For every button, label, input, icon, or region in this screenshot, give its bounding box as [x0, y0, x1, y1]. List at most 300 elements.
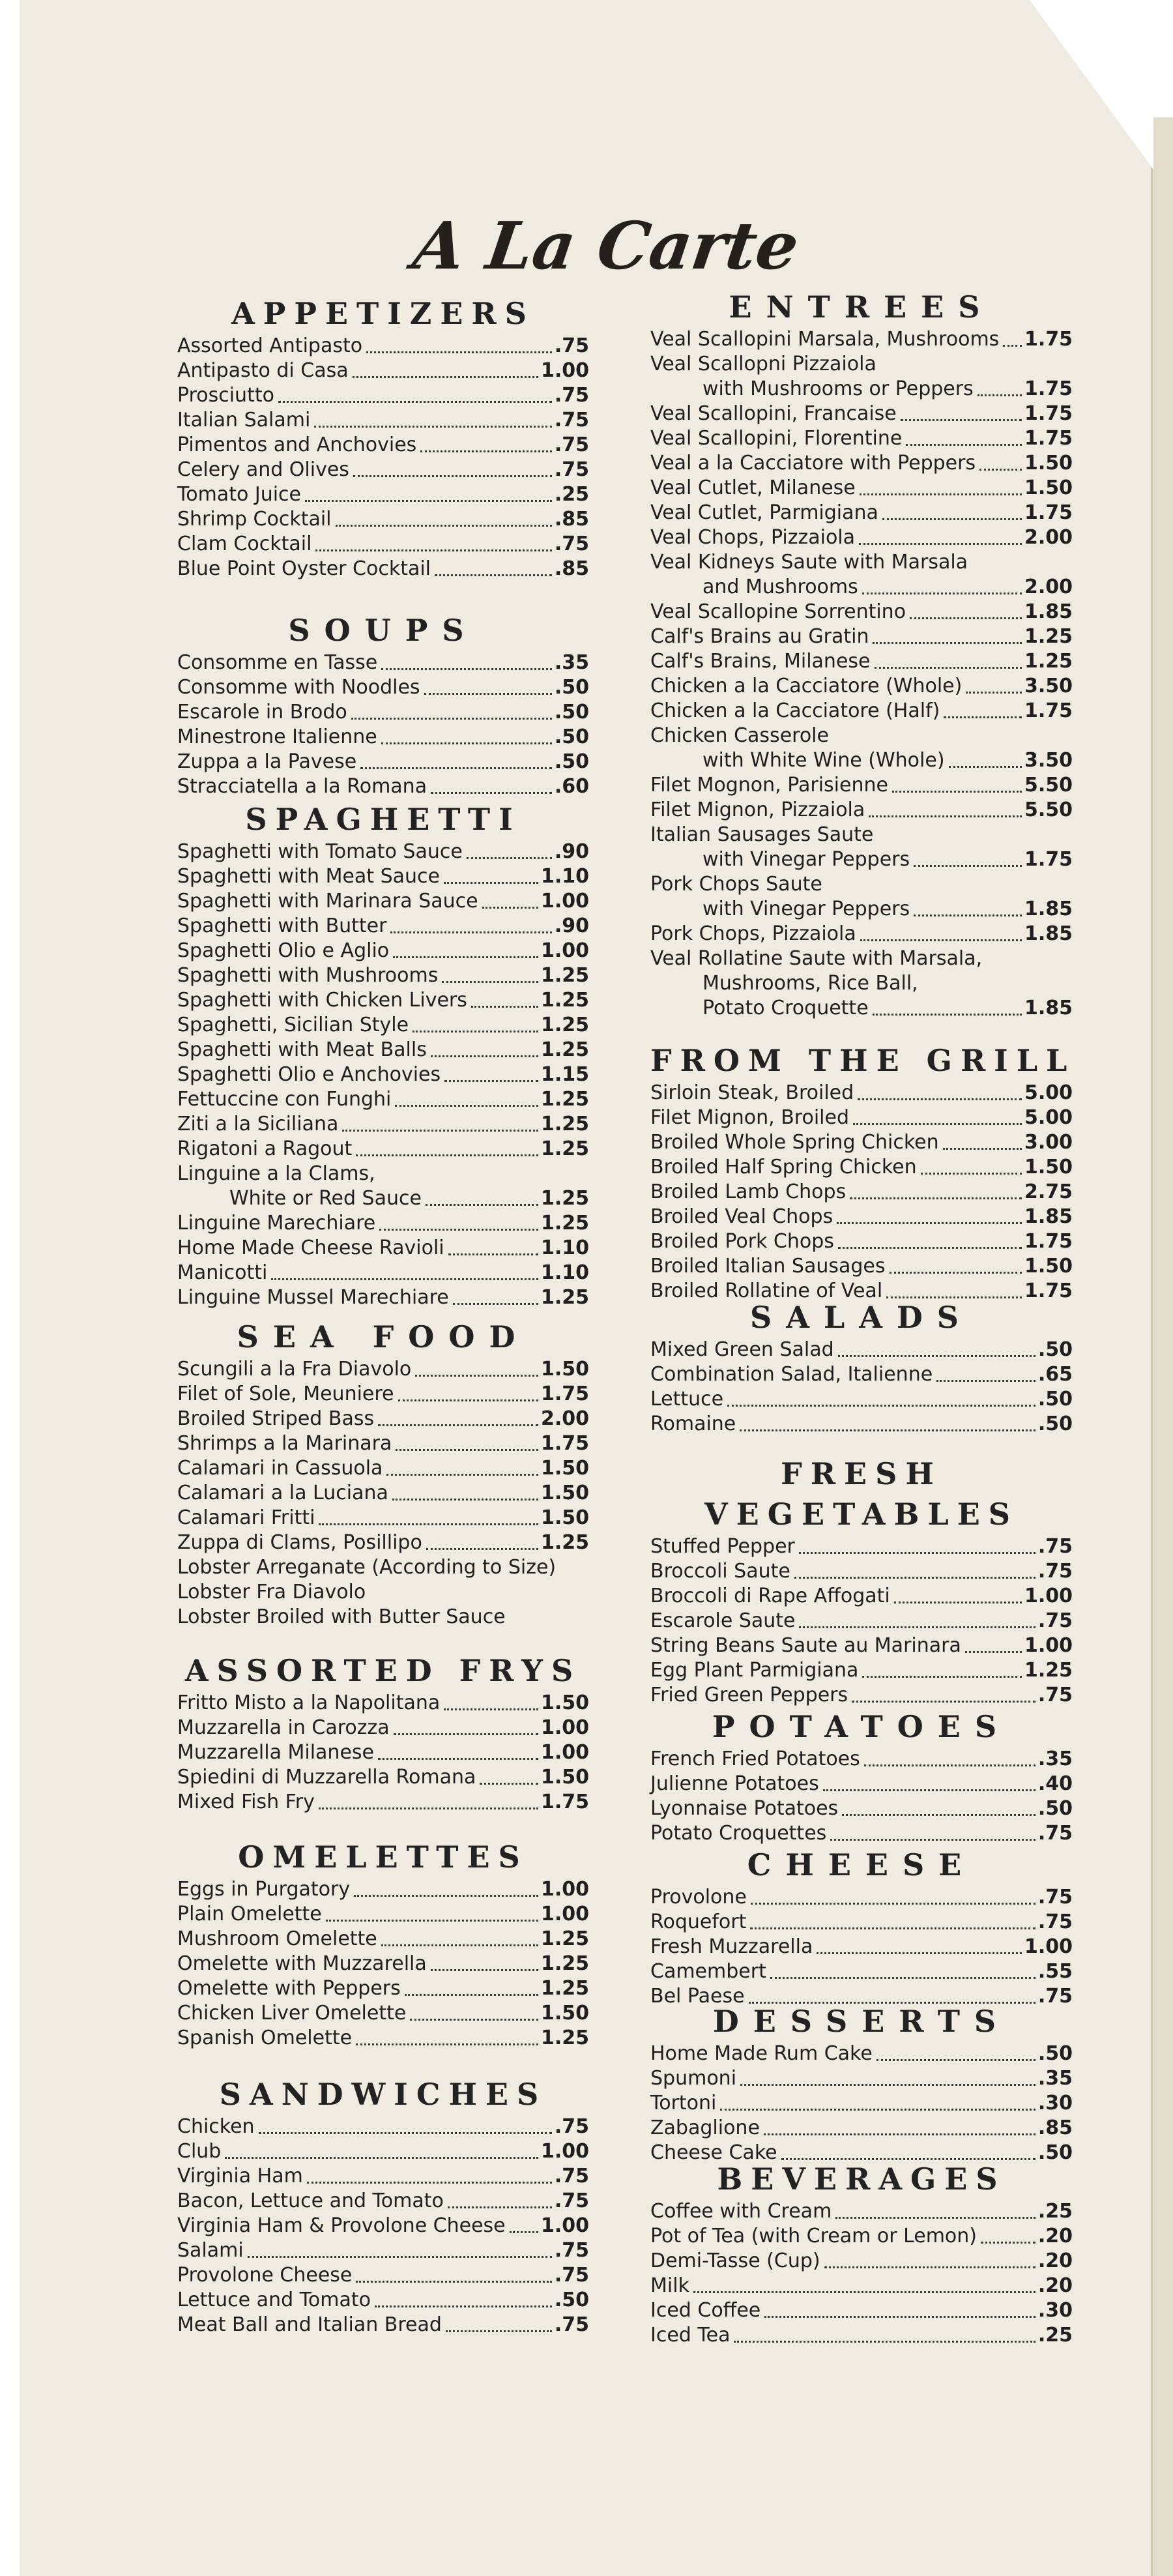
dot-leader [834, 1247, 1024, 1248]
menu-item [177, 1431, 589, 1456]
item-name: Broccoli di Rape Affogati [650, 1585, 890, 1607]
item-price: 1.10 [540, 1237, 589, 1259]
menu-item [177, 700, 589, 725]
section-heading: SANDWICHES [219, 2077, 547, 2112]
item-name: Spaghetti Olio e Anchovies [177, 1063, 441, 1086]
item-name: Scungili a la Fra Diavolo [177, 1358, 412, 1381]
item-price: .40 [1037, 1772, 1073, 1795]
item-price: .75 [1037, 1910, 1073, 1933]
dot-leader [878, 518, 1024, 519]
item-price: 1.25 [1024, 1659, 1073, 1682]
dot-leader [352, 2043, 541, 2044]
section-heading: CHEESE [747, 1847, 976, 1882]
dot-leader [940, 716, 1024, 717]
section-desserts [650, 2001, 1073, 2165]
dot-leader [856, 493, 1024, 494]
item-name: Veal Cutlet, Parmigiana [650, 501, 878, 524]
item-name: Broiled Pork Chops [650, 1230, 834, 1253]
dot-leader [860, 1764, 1038, 1765]
item-name: Mixed Fish Fry [177, 1791, 315, 1813]
menu-item [650, 2091, 1073, 2116]
menu-item [650, 1387, 1073, 1412]
dot-leader [961, 1651, 1024, 1652]
item-name: Veal Scallopini, Francaise [650, 402, 897, 425]
section-fresh-vegetables [650, 1454, 1073, 1708]
menu-item [650, 1559, 1073, 1584]
menu-item [177, 433, 589, 458]
dot-leader [315, 1523, 541, 1524]
section-heading: SEA FOOD [237, 1319, 530, 1354]
menu-item [177, 2001, 589, 2026]
dot-leader [362, 351, 555, 352]
item-name: Provolone Cheese [177, 2264, 353, 2287]
item-name: Veal Rollatine Saute with Marsala, [650, 947, 983, 970]
item-price: 3.50 [1024, 675, 1073, 697]
item-name: Home Made Cheese Ravioli [177, 1237, 444, 1259]
menu-item [650, 1205, 1073, 1229]
item-price: 2.00 [540, 1407, 589, 1430]
item-name: Chicken Casserole [650, 724, 829, 747]
dot-leader [349, 475, 555, 476]
item-name: Italian Sausages Saute [650, 823, 874, 846]
item-price: 1.00 [1024, 1935, 1073, 1958]
menu-item [177, 2139, 589, 2164]
item-price: .30 [1037, 2299, 1073, 2322]
item-name: Mushrooms, Rice Ball, [702, 972, 918, 995]
item-name: Veal Scallopni Pizzaiola [650, 353, 876, 375]
dot-leader [463, 857, 555, 858]
menu-item [650, 1772, 1073, 1796]
item-price: 5.00 [1024, 1081, 1073, 1104]
dot-leader [427, 1055, 541, 1056]
item-price: .25 [554, 483, 589, 506]
dot-leader [854, 1098, 1024, 1099]
item-price: 1.50 [540, 2002, 589, 2025]
item-price: .75 [1037, 1535, 1073, 1558]
section-sandwiches [177, 2074, 589, 2337]
menu-item [177, 988, 589, 1013]
item-price: .50 [1037, 2042, 1073, 2065]
item-name: Cheese Cake [650, 2141, 777, 2164]
menu-item [650, 1885, 1073, 1910]
menu-item [177, 1976, 589, 2001]
menu-item [177, 1013, 589, 1038]
item-name: Spaghetti Olio e Aglio [177, 939, 390, 962]
item-price: .50 [1037, 1388, 1073, 1411]
item-price: .85 [1037, 2116, 1073, 2139]
item-price: 1.50 [540, 1482, 589, 1504]
item-price: 1.15 [540, 1063, 589, 1086]
item-name: Pot of Tea (with Cream or Lemon) [650, 2225, 977, 2247]
item-name: Plain Omelette [177, 1903, 322, 1925]
menu-item [177, 1506, 589, 1530]
item-name: French Fried Potatoes [650, 1748, 860, 1770]
menu-item [177, 334, 589, 359]
dot-leader [910, 865, 1024, 866]
item-price: 1.85 [1024, 922, 1073, 945]
dot-leader [374, 1424, 541, 1425]
dot-leader [939, 1148, 1024, 1149]
item-price: 3.00 [1024, 1131, 1073, 1154]
item-name: Muzzarella in Carozza [177, 1716, 390, 1739]
item-name: Calf's Brains, Milanese [650, 650, 871, 673]
menu-item [650, 1683, 1073, 1708]
dot-leader [736, 2084, 1038, 2085]
section-omelettes [177, 1837, 589, 2051]
item-name: Stracciatella a la Romana [177, 775, 427, 798]
dot-leader [440, 1708, 541, 1709]
item-price: 1.25 [540, 1137, 589, 1160]
item-price: .25 [1037, 2200, 1073, 2223]
item-name: Fettuccine con Funghi [177, 1088, 392, 1111]
menu-item [177, 1877, 589, 1902]
menu-item [177, 1137, 589, 1162]
menu-item [650, 2298, 1073, 2323]
item-price: .75 [554, 433, 589, 456]
dot-leader [356, 767, 555, 768]
menu-item [650, 872, 1073, 897]
menu-item [650, 823, 1073, 847]
item-price: 1.10 [540, 1261, 589, 1284]
menu-item [650, 847, 1073, 872]
item-name: Veal Chops, Pizzaiola [650, 526, 856, 549]
dot-leader [401, 1994, 541, 1995]
item-price: .65 [1037, 1363, 1073, 1386]
dot-leader [438, 981, 541, 982]
item-name: Veal Scallopine Sorrentino [650, 600, 906, 623]
item-name: Home Made Rum Cake [650, 2042, 873, 2065]
menu-item [650, 1155, 1073, 1180]
item-price: .90 [554, 840, 589, 863]
item-price: .35 [1037, 2067, 1073, 2090]
item-price: .60 [554, 775, 589, 798]
dot-leader [377, 742, 555, 743]
menu-item [650, 922, 1073, 946]
item-name: Zabaglione [650, 2116, 760, 2139]
item-price: 1.50 [1024, 452, 1073, 475]
menu-item [650, 2199, 1073, 2224]
menu-item [650, 2116, 1073, 2141]
item-price: .85 [554, 557, 589, 580]
item-name: Consomme with Noodles [177, 676, 420, 699]
item-name: Chicken Liver Omelette [177, 2002, 407, 2025]
item-name: Meat Ball and Italian Bread [177, 2313, 442, 2336]
menu-item [177, 1236, 589, 1261]
menu-item [650, 773, 1073, 798]
item-name: Spaghetti with Chicken Livers [177, 989, 467, 1012]
dot-leader [865, 815, 1024, 816]
item-price: 1.25 [540, 1927, 589, 1950]
menu-item [650, 1229, 1073, 1254]
menu-item [650, 699, 1073, 724]
item-price: .20 [1037, 2274, 1073, 2297]
menu-item [177, 532, 589, 557]
menu-item [177, 1902, 589, 1927]
menu-item [177, 1087, 589, 1112]
section-sea-food [177, 1317, 589, 1630]
item-name: Virginia Ham [177, 2165, 303, 2188]
dot-leader [760, 2133, 1038, 2134]
item-name: Spaghetti with Mushrooms [177, 964, 439, 987]
item-name: Roquefort [650, 1910, 747, 1933]
item-name: Ziti a la Siciliana [177, 1113, 339, 1135]
dot-leader [267, 1278, 541, 1279]
dot-leader [416, 450, 555, 451]
item-price: .25 [1037, 2324, 1073, 2347]
menu-item [177, 725, 589, 750]
item-name: Tomato Juice [177, 483, 301, 506]
dot-leader [833, 1222, 1024, 1223]
item-price: 1.25 [540, 2027, 589, 2049]
menu-item [177, 1790, 589, 1815]
item-name: Romaine [650, 1412, 736, 1435]
item-name: Rigatoni a Ragout [177, 1137, 353, 1160]
dot-leader [352, 1154, 541, 1155]
item-price: .75 [1037, 1560, 1073, 1583]
item-price: 5.00 [1024, 1106, 1073, 1129]
dot-leader [244, 2256, 555, 2257]
item-name: Prosciutto [177, 384, 274, 407]
menu-item [650, 550, 1073, 575]
item-price: 2.00 [1024, 576, 1073, 598]
item-price: 1.50 [1024, 476, 1073, 499]
item-price: .75 [1037, 1886, 1073, 1909]
item-price: 2.75 [1024, 1180, 1073, 1203]
menu-item [177, 864, 589, 889]
item-price: .50 [554, 750, 589, 773]
dot-leader [820, 2266, 1038, 2267]
menu-fold-edge [1151, 117, 1173, 2576]
item-name: Pork Chops, Pizzaiola [650, 922, 856, 945]
item-name: Italian Salami [177, 409, 311, 432]
menu-item [650, 476, 1073, 501]
item-name: Celery and Olives [177, 458, 349, 481]
item-price: 5.50 [1024, 774, 1073, 797]
menu-item [650, 402, 1073, 426]
item-name: Spumoni [650, 2067, 737, 2090]
item-price: 1.25 [540, 1212, 589, 1235]
menu-item [650, 2224, 1073, 2249]
menu-item [177, 2263, 589, 2288]
item-price: .20 [1037, 2249, 1073, 2272]
item-name: Filet Mignon, Pizzaiola [650, 798, 865, 821]
menu-item [177, 2026, 589, 2051]
item-name: Spaghetti with Tomato Sauce [177, 840, 463, 863]
item-price: 1.75 [1024, 848, 1073, 871]
menu-item [177, 1211, 589, 1236]
item-name: Provolone [650, 1886, 747, 1909]
item-name: Linguine Mussel Marechiare [177, 1286, 449, 1309]
dot-leader [311, 549, 554, 550]
menu-item [177, 750, 589, 774]
section-beverages [650, 2159, 1073, 2348]
dot-leader [221, 2157, 541, 2158]
dot-leader [427, 792, 555, 793]
item-name: Mushroom Omelette [177, 1927, 377, 1950]
item-price: 1.00 [1024, 1585, 1073, 1607]
menu-item [650, 600, 1073, 624]
item-name: Broiled Half Spring Chicken [650, 1156, 917, 1178]
item-price: 1.00 [540, 1741, 589, 1764]
item-name: String Beans Saute au Marinara [650, 1634, 961, 1657]
dot-leader [390, 1733, 541, 1734]
menu-item [650, 1105, 1073, 1130]
menu-item [177, 1765, 589, 1790]
item-price: 1.25 [540, 1038, 589, 1061]
item-name: Combination Salad, Italienne [650, 1363, 933, 1386]
dot-leader [427, 1969, 541, 1970]
item-name: Linguine Marechiare [177, 1212, 376, 1235]
menu-item [177, 1062, 589, 1087]
item-name: Calamari in Cassuola [177, 1457, 383, 1480]
dot-leader [255, 2132, 555, 2133]
item-name: Fried Green Peppers [650, 1684, 848, 1706]
item-price: .75 [554, 334, 589, 357]
item-price: 1.75 [540, 1432, 589, 1455]
menu-item [650, 426, 1073, 451]
menu-item [650, 451, 1073, 476]
dot-leader [902, 444, 1024, 445]
item-name: Club [177, 2140, 222, 2163]
section-from-the-grill [650, 1040, 1076, 1304]
menu-item [650, 1609, 1073, 1633]
item-price: 1.85 [1024, 1205, 1073, 1228]
menu-item [177, 383, 589, 408]
menu-item [650, 624, 1073, 649]
dot-leader [760, 2316, 1038, 2317]
item-price: 1.25 [1024, 650, 1073, 673]
item-name: Pimentos and Anchovies [177, 433, 417, 456]
item-price: .75 [554, 2189, 589, 2212]
dot-leader [377, 668, 555, 669]
item-price: 1.00 [540, 939, 589, 962]
item-name: Chicken a la Cacciatore (Half) [650, 699, 940, 722]
item-name: Lettuce and Tomato [177, 2289, 371, 2311]
dot-leader [906, 617, 1024, 618]
item-name: Filet Mognon, Parisienne [650, 774, 888, 797]
menu-item [177, 1691, 589, 1716]
item-name: Demi-Tasse (Cup) [650, 2249, 820, 2272]
item-price: 1.85 [1024, 898, 1073, 920]
item-name: Egg Plant Parmigiana [650, 1659, 859, 1682]
item-name: Broccoli Saute [650, 1560, 790, 1583]
item-price: 1.75 [1024, 1230, 1073, 1253]
menu-item [650, 525, 1073, 550]
item-price: 1.10 [540, 865, 589, 888]
item-name: Zuppa di Clams, Posillipo [177, 1531, 422, 1554]
menu-item [177, 1407, 589, 1431]
item-name: Spaghetti, Sicilian Style [177, 1014, 409, 1036]
dot-leader [819, 1789, 1038, 1790]
dot-leader [795, 1552, 1038, 1553]
item-price: 1.00 [540, 2140, 589, 2163]
item-name: Assorted Antipasto [177, 334, 363, 357]
item-name: Chicken a la Cacciatore (Whole) [650, 675, 963, 697]
item-name: Consomme en Tasse [177, 651, 378, 674]
item-name: Fritto Misto a la Napolitana [177, 1691, 441, 1714]
item-name: Minestrone Italienne [177, 725, 377, 748]
section-heading: SPAGHETTI [245, 802, 521, 837]
dot-leader [392, 1449, 541, 1450]
item-price: .75 [1037, 1822, 1073, 1845]
item-price: 1.25 [540, 1187, 589, 1210]
item-price: 1.25 [540, 1014, 589, 1036]
section-heading: DESSERTS [712, 2004, 1011, 2039]
dot-leader [422, 1204, 541, 1205]
menu-item [177, 408, 589, 433]
menu-item [650, 1935, 1073, 1959]
dot-leader [444, 1253, 541, 1254]
section-heading: SOUPS [288, 613, 478, 648]
menu-title: A La Carte [409, 207, 804, 284]
menu-item [177, 2313, 589, 2337]
item-price: 1.25 [1024, 625, 1073, 648]
menu-item [650, 2274, 1073, 2298]
item-name: White or Red Sauce [229, 1187, 422, 1210]
menu-item [177, 2164, 589, 2189]
menu-item [650, 971, 1073, 996]
menu-item [650, 1534, 1073, 1559]
item-price: 1.25 [540, 1977, 589, 2000]
section-heading: ASSORTED FRYS [184, 1653, 582, 1688]
item-name: Broiled Veal Chops [650, 1205, 833, 1228]
item-price: 1.00 [1024, 1634, 1073, 1657]
item-name: Broiled Whole Spring Chicken [650, 1131, 939, 1154]
menu-item [177, 889, 589, 914]
menu-item [177, 1481, 589, 1506]
menu-item [650, 1180, 1073, 1205]
menu-item [177, 557, 589, 581]
dot-leader [846, 1197, 1024, 1198]
section-cheese [650, 1845, 1073, 2009]
section-salads [650, 1297, 1073, 1437]
item-name: Broiled Lamb Chops [650, 1180, 847, 1203]
item-name: Broiled Italian Sausages [650, 1255, 886, 1278]
item-price: .75 [554, 2313, 589, 2336]
menu-item [650, 649, 1073, 674]
menu-item [177, 482, 589, 507]
item-price: .30 [1037, 2092, 1073, 2115]
menu-item [177, 2214, 589, 2238]
item-name: Iced Tea [650, 2324, 731, 2347]
dot-leader [420, 693, 555, 694]
dot-leader [736, 1429, 1038, 1430]
section-heading: APPETIZERS [231, 296, 535, 331]
menu-item [177, 1927, 589, 1952]
dot-leader [374, 1758, 541, 1759]
item-name: Omelette with Peppers [177, 1977, 401, 2000]
item-price: 5.50 [1024, 798, 1073, 821]
item-price: 1.25 [540, 1531, 589, 1554]
dot-leader [440, 882, 541, 883]
menu-item [650, 798, 1073, 823]
item-name: with Vinegar Peppers [702, 898, 910, 920]
dot-leader [897, 419, 1024, 420]
menu-item [650, 724, 1073, 748]
item-price: 2.00 [1024, 526, 1073, 549]
dot-leader [444, 2206, 555, 2207]
menu-item [177, 1716, 589, 1740]
dot-leader [431, 574, 555, 575]
item-name: Salami [177, 2239, 244, 2262]
item-price: .50 [554, 2289, 589, 2311]
item-name: Veal Scallopini Marsala, Mushrooms [650, 328, 1000, 351]
menu-item [177, 1162, 589, 1186]
menu-item [650, 1584, 1073, 1609]
item-price: 1.75 [540, 1791, 589, 1813]
dot-leader [394, 1399, 541, 1400]
item-price: 1.00 [540, 890, 589, 913]
